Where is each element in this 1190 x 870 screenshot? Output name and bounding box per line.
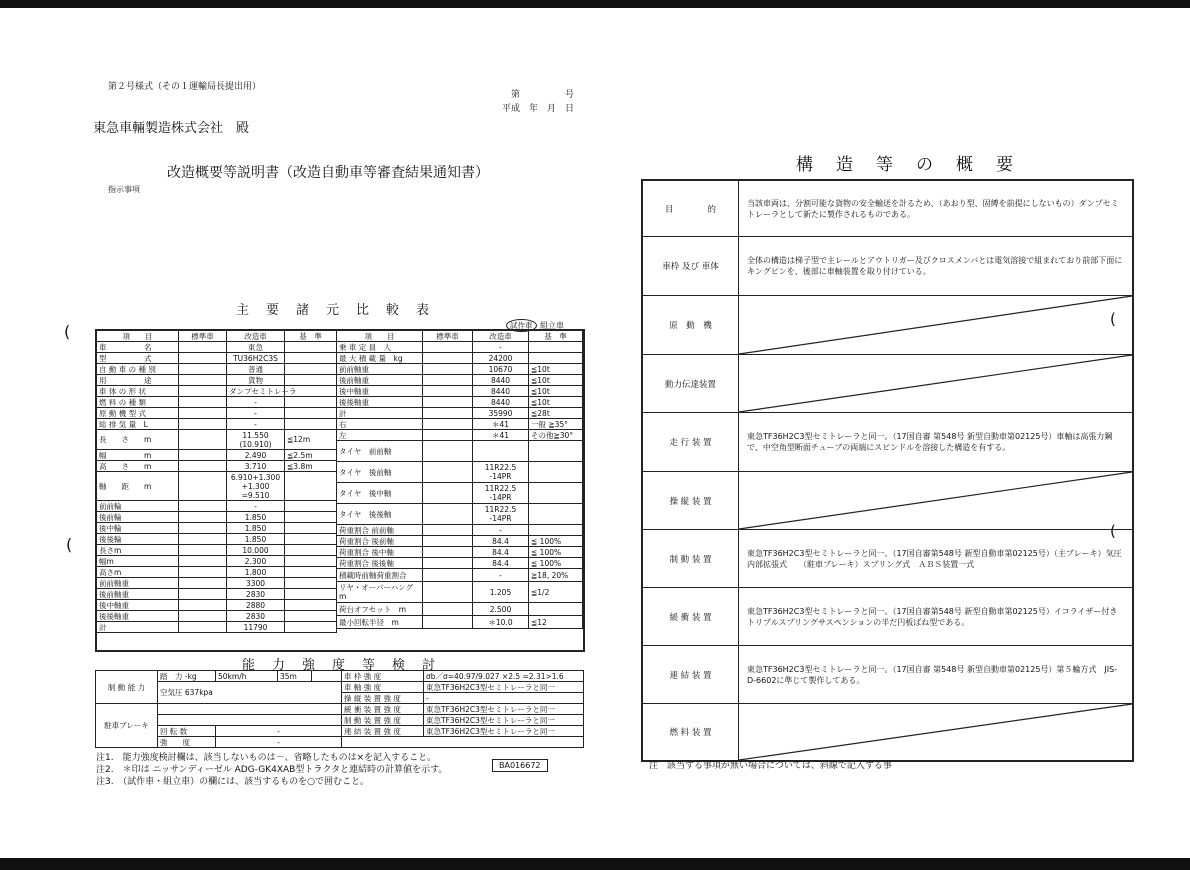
spec-modified-value: 3.710 (227, 461, 285, 472)
spec-modified-value: 11R22.5 -14PR (473, 462, 529, 483)
performance-row (96, 671, 584, 682)
performance-table-title: 能 力 強 度 等 検 討 (242, 658, 438, 673)
spec-modified-value: 10.000 (227, 545, 285, 556)
spec-item-label: 自 動 車 の 種 別 (97, 364, 179, 375)
spec-modified-value: 24200 (473, 353, 529, 364)
structure-row (642, 588, 1133, 646)
structure-item-label: 動力伝達装置 (642, 355, 739, 413)
spec-item-label: 後後軸重 (337, 397, 423, 408)
structure-item-value: 東急TF36H2C3型セミトレーラと同一。（17国自審第548号 新型自動車第02125号）（主ブレーキ）気圧内部拡張式 （駐車ブレーキ）スプリング式 ＡＢＳ装置一式 (739, 530, 1134, 588)
spec-modified-value: - (473, 342, 529, 353)
spec-modified-value: 8440 (473, 397, 529, 408)
strength-label: 緩 衝 装 置 強 度 (342, 704, 424, 715)
structure-item-label: 走 行 装 置 (642, 413, 739, 472)
spec-modified-value: - (473, 569, 529, 582)
spec-criteria-value: ≦10t (529, 397, 583, 408)
structure-item-label: 連 結 装 置 (642, 646, 739, 704)
spec-item-label: 前前軸重 (337, 364, 423, 375)
scan-top-border (0, 0, 1190, 8)
spec-criteria-value: ≦2.5m (285, 450, 337, 461)
structure-item-value: 東急TF36H2C3型セミトレーラと同一。（17国自審 第548号 新型自動車第02125号）第５輪方式 JIS-D-6602に準じて製作してある。 (739, 646, 1134, 704)
strength-value: 東急TF36H2C3型セミトレーラと同一 (424, 682, 584, 693)
structure-item-value: 当該車両は、分割可能な貨物の安全輸送を計るため、（あおり型、固縛を前提にしないもの）ダンプセミトレーラとして新たに製作されるものである。 (739, 180, 1134, 237)
tire-load-label: 荷重割合 後後軸 (337, 558, 423, 569)
spec-item-label: 最小回転半径 m (337, 616, 423, 629)
brake-air-pressure: 空気圧 637kpa (158, 682, 342, 704)
spec-item-label: 計 (337, 408, 423, 419)
spec-modified-value: ＊41 (473, 430, 529, 441)
structure-row (642, 413, 1133, 472)
trial-vehicle-badge: 試作車 (506, 319, 537, 332)
spec-item-label: リヤ・オーバーハング m (337, 582, 423, 603)
structure-title: 構 造 等 の 概 要 (796, 155, 1016, 175)
spec-item-label: 前前軸重 (97, 578, 179, 589)
structure-item-label: 緩 衝 装 置 (642, 588, 739, 646)
spec-modified-value: - (227, 419, 285, 430)
spec-item-label: 後後軸重 (97, 611, 179, 622)
structure-item-label: 操 縦 装 置 (642, 472, 739, 530)
instruction-label: 指示事項 (108, 185, 140, 194)
spec-item-label: 長 さ m (97, 430, 179, 450)
spec-criteria-value: ≦1/2 (529, 582, 583, 603)
blank-cell (312, 671, 342, 682)
performance-row (96, 704, 584, 715)
blank-slash-line (739, 472, 1132, 529)
spec-modified-value: 11.550 (10.910) (227, 430, 285, 450)
spec-item-label: 燃 料 の 種 類 (97, 397, 179, 408)
spec-item-label: 型 式 (97, 353, 179, 364)
spec-modified-value: 1.205 (473, 582, 529, 603)
spec-modified-value: 10670 (473, 364, 529, 375)
strength-value: 東急TF36H2C3型セミトレーラと同一 (424, 704, 584, 715)
blank-cell (158, 704, 342, 715)
spec-item-label: 荷台オフセット m (337, 603, 423, 616)
spec-modified-value: 84.4 (473, 558, 529, 569)
strength-value: 東急TF36H2C3型セミトレーラと同一 (424, 726, 584, 737)
strength-label: 操 縦 装 置 強 度 (342, 693, 424, 704)
brake-force-head: 踏 力 -kg (158, 671, 216, 682)
spec-modified-value: 2830 (227, 611, 285, 622)
structure-row (642, 472, 1133, 530)
strength-value: σb／σ=40.97/9.027 ×2.5 =2.31>1.6 (424, 671, 584, 682)
parking-brake-label: 駐車ブレーキ (96, 704, 158, 748)
spec-item-label: 後中軸重 (97, 600, 179, 611)
performance-row (96, 737, 584, 748)
spec-criteria-value: ≦12m (285, 430, 337, 450)
spec-criteria-value: ≧18, 20% (529, 569, 583, 582)
structure-item-label: 車枠 及び 車体 (642, 237, 739, 296)
spec-header-cell: 標準車 (179, 331, 227, 342)
structure-note: 注 該当する事項が無い場合については、斜線で記入する事 (649, 761, 892, 771)
spec-table-title: 主 要 諸 元 比 較 表 (236, 303, 432, 318)
spec-modified-value: 35990 (473, 408, 529, 419)
spec-modified-value: 2.300 (227, 556, 285, 567)
performance-row (96, 682, 584, 693)
structure-item-value: 東急TF36H2C3型セミトレーラと同一。（17国自審第548号 新型自動車第02125号）イコライザー付きトリプルスプリングサスペンションの半だ円板ばね型である。 (739, 588, 1134, 646)
spec-modified-value: ＊41 (473, 419, 529, 430)
strength-label: 制 動 装 置 強 度 (342, 715, 424, 726)
parking-brake-item: 強 度 (158, 737, 216, 748)
blank-slash-line (739, 296, 1132, 354)
tire-load-label: 荷重割合 前前軸 (337, 525, 423, 536)
punch-mark-top: ( (64, 322, 71, 341)
spec-item-label: 右 (337, 419, 423, 430)
performance-row (96, 726, 584, 737)
tire-size-label: タイヤ 後前軸 (337, 462, 423, 483)
spec-criteria-value: ≦28t (529, 408, 583, 419)
tire-load-label: 荷重割合 後前軸 (337, 536, 423, 547)
spec-modified-value: - (227, 397, 285, 408)
structure-item-label: 燃 料 装 置 (642, 704, 739, 762)
punch-mark-right-top: ( (1110, 310, 1116, 328)
spec-modified-value: ＊10.0 (473, 616, 529, 629)
spec-header-cell: 改造車 (227, 331, 285, 342)
performance-grid (95, 670, 584, 748)
tire-load-label: 荷重割合 後中軸 (337, 547, 423, 558)
punch-mark-bottom: ( (66, 535, 73, 554)
spec-modified-value: 2.500 (473, 603, 529, 616)
spec-item-label: 前前輪 (97, 501, 179, 512)
spec-item-label: 後後輪 (97, 534, 179, 545)
spec-header-cell: 項 目 (337, 331, 423, 342)
tire-size-label: タイヤ 前前軸 (337, 441, 423, 462)
spec-modified-value: 1.850 (227, 512, 285, 523)
spec-item-label: 軸 距 m (97, 472, 179, 501)
spec-item-label: 後前軸重 (97, 589, 179, 600)
spec-criteria-value: 一般 ≧35° (529, 419, 583, 430)
spec-modified-value: - (227, 408, 285, 419)
spec-item-label: 車 名 (97, 342, 179, 353)
spec-modified-value: 2880 (227, 600, 285, 611)
blank-cell (158, 715, 342, 726)
scan-bottom-border (0, 858, 1190, 870)
spec-criteria-value: ≦3.8m (285, 461, 337, 472)
spec-modified-value: 6.910+1.300 +1.300 =9.510 (227, 472, 285, 501)
spec-criteria-value: ≦10t (529, 375, 583, 386)
brake-distance-head: 35m (278, 671, 312, 682)
strength-value: 東急TF36H2C3型セミトレーラと同一 (424, 715, 584, 726)
structure-item-value: 東急TF36H2C3型セミトレーラと同一。（17国自審 第548号 新型自動車第02125号）車軸は高張力鋼で、中空角型断面チューブの両端にスピンドルを溶接した構造を有する。 (739, 413, 1134, 472)
strength-label: 車 枠 強 度 (342, 671, 424, 682)
spec-item-label: 幅m (97, 556, 179, 567)
strength-label: 連 結 装 置 強 度 (342, 726, 424, 737)
structure-item-value: 全体の構造は梯子型で主レールとアウトリガー及びクロスメンバとは電気溶接で組まれており前部下面にキングピンを、後部に車軸装置を取り付けている。 (739, 237, 1134, 296)
punch-mark-right-bottom: ( (1110, 522, 1116, 540)
spec-header-cell: 改造車 (473, 331, 529, 342)
spec-criteria-value: ≦12 (529, 616, 583, 629)
blank-slash-line (739, 704, 1132, 760)
spec-item-label: 最 大 積 載 量 kg (337, 353, 423, 364)
structure-row (642, 296, 1133, 355)
spec-item-label: 総 排 気 量 L (97, 419, 179, 430)
spec-modified-value: 11790 (227, 622, 285, 633)
spec-item-label: 後中軸重 (337, 386, 423, 397)
parking-brake-value: - (216, 737, 342, 748)
spec-modified-value: ダンプセミトレーラ (227, 386, 285, 397)
spec-item-label: 積載時前軸荷重割合 (337, 569, 423, 582)
spec-modified-value: 貨物 (227, 375, 285, 386)
spec-modified-value: 2.490 (227, 450, 285, 461)
addressee: 東急車輛製造株式会社 殿 (93, 121, 250, 136)
spec-modified-value: 84.4 (473, 536, 529, 547)
spec-modified-value: - (473, 525, 529, 536)
spec-item-label: 用 途 (97, 375, 179, 386)
structure-overview-table (641, 179, 1134, 762)
strength-label: 車 軸 強 度 (342, 682, 424, 693)
spec-criteria-value: その他≧30° (529, 430, 583, 441)
performance-row (96, 715, 584, 726)
assembly-vehicle-badge: 組立車 (540, 321, 564, 330)
brake-capacity-label: 制 動 能 力 (96, 671, 158, 704)
blank-cell (342, 737, 584, 748)
spec-item-label: 長さm (97, 545, 179, 556)
document-title: 改造概要等説明書（改造自動車等審査結果通知書） (167, 165, 489, 181)
structure-row (642, 530, 1133, 588)
spec-table-frame (95, 329, 585, 652)
structure-row (642, 237, 1133, 296)
structure-row (642, 646, 1133, 704)
tire-size-label: タイヤ 後中軸 (337, 483, 423, 504)
structure-item-value (739, 704, 1134, 762)
spec-modified-value: 2830 (227, 589, 285, 600)
spec-item-label: 計 (97, 622, 179, 633)
form-number: 第２号様式（その１運輸局長提出用） (108, 82, 262, 92)
spec-modified-value: 8440 (473, 375, 529, 386)
spec-modified-value: - (227, 501, 285, 512)
spec-criteria-value: ≦ 100% (529, 547, 583, 558)
spec-criteria-value: ≦ 100% (529, 558, 583, 569)
spec-modified-value: TU36H2C3S (227, 353, 285, 364)
date-label: 平成 年 月 日 (501, 104, 574, 114)
tire-size-label: タイヤ 後後軸 (337, 504, 423, 525)
structure-row (642, 704, 1133, 762)
structure-row (642, 355, 1133, 413)
spec-item-label: 後前輪 (97, 512, 179, 523)
strength-value: - (424, 693, 584, 704)
spec-item-label: 高 さ m (97, 461, 179, 472)
note-3: 注3. （試作車・組立車）の欄には、該当するものを○で囲むこと。 (96, 777, 369, 787)
spec-modified-value: 3300 (227, 578, 285, 589)
structure-item-value (739, 296, 1134, 355)
structure-item-label: 制 動 装 置 (642, 530, 739, 588)
spec-modified-value: 11R22.5 -14PR (473, 483, 529, 504)
spec-criteria-value: ≦ 100% (529, 536, 583, 547)
spec-item-label: 左 (337, 430, 423, 441)
spec-criteria-value: ≦10t (529, 364, 583, 375)
spec-item-label: 幅 m (97, 450, 179, 461)
note-1: 注1. 能力強度検討欄は、該当しないものは－、省略したものは×を記入すること。 (96, 753, 437, 763)
spec-header-cell: 基 準 (529, 331, 583, 342)
document-number-label: 第 号 (510, 90, 574, 100)
spec-modified-value: 1.850 (227, 523, 285, 534)
spec-item-label: 高さm (97, 567, 179, 578)
brake-speed-head: 50km/h (216, 671, 278, 682)
parking-brake-value: - (216, 726, 342, 737)
spec-modified-value: 84.4 (473, 547, 529, 558)
structure-item-value (739, 472, 1134, 530)
structure-item-label: 目 的 (642, 180, 739, 237)
blank-slash-line (739, 355, 1132, 412)
spec-item-label: 後中輪 (97, 523, 179, 534)
spec-modified-value: 普通 (227, 364, 285, 375)
spec-item-label: 後前軸重 (337, 375, 423, 386)
structure-item-label: 原 動 機 (642, 296, 739, 355)
spec-item-label: 車 体 の 形 状 (97, 386, 179, 397)
spec-header-cell: 標準車 (423, 331, 473, 342)
spec-header-cell: 基 準 (285, 331, 337, 342)
spec-modified-value: 1.800 (227, 567, 285, 578)
spec-modified-value: 8440 (473, 386, 529, 397)
spec-modified-value: 東急 (227, 342, 285, 353)
spec-modified-value: 1.850 (227, 534, 285, 545)
parking-brake-item: 回 転 数 (158, 726, 216, 737)
structure-item-value (739, 355, 1134, 413)
spec-header-cell: 項 目 (97, 331, 179, 342)
spec-item-label: 乗 車 定 員 人 (337, 342, 423, 353)
spec-criteria-value: ≦10t (529, 386, 583, 397)
spec-modified-value: 11R22.5 -14PR (473, 504, 529, 525)
note-2: 注2. ＊印は ニッサンディーゼル ADG-GK4XAB型トラクタと連結時の計算値を示す。 (96, 765, 448, 775)
spec-item-label: 原 動 機 型 式 (97, 408, 179, 419)
structure-row (642, 180, 1133, 237)
document-stamp-number: BA016672 (492, 759, 548, 772)
